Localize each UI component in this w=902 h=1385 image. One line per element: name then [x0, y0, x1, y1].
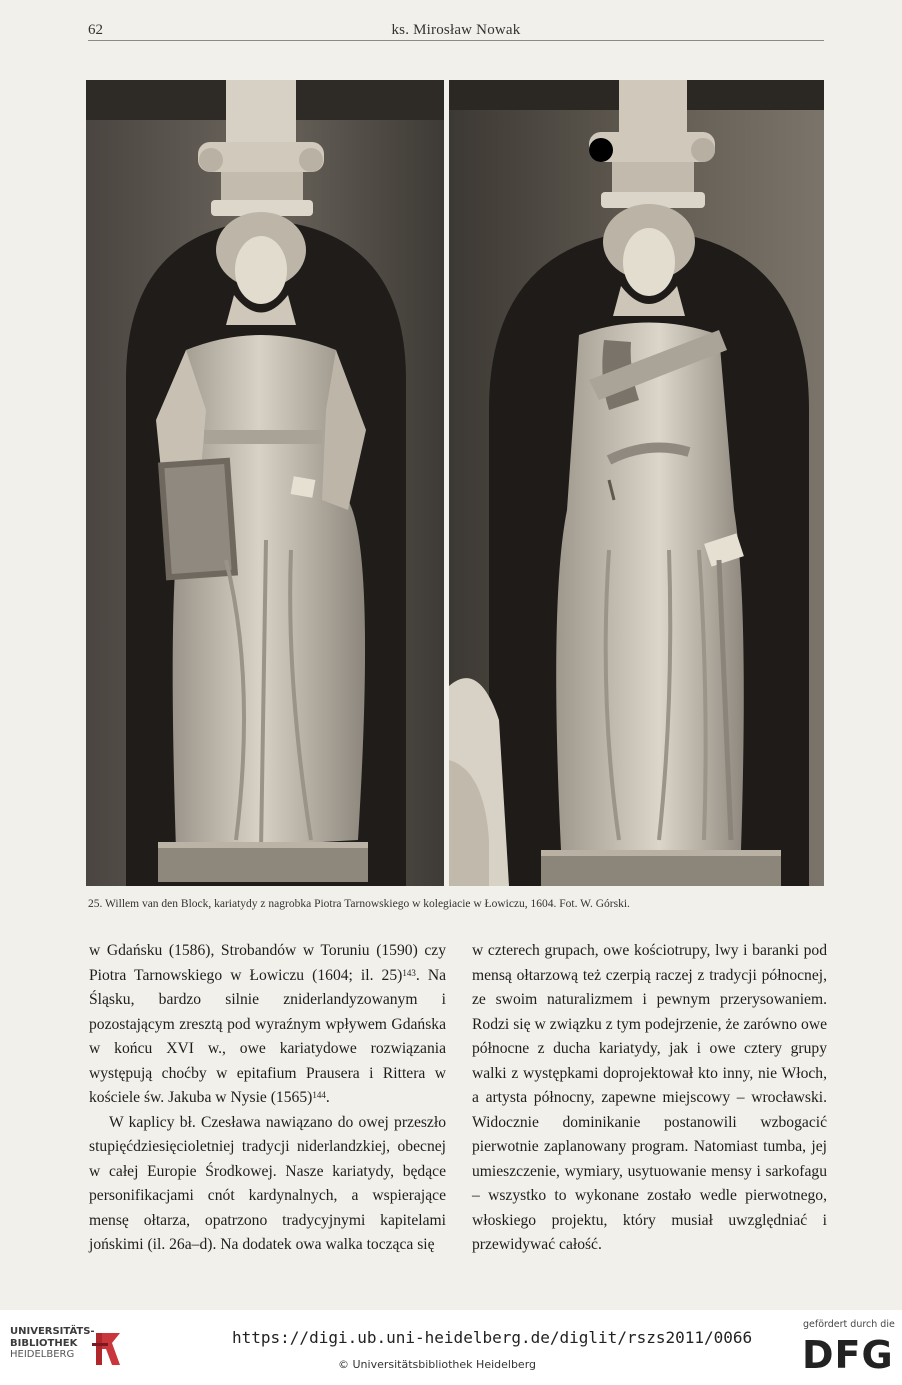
right-caryatid-illustration: [449, 80, 824, 886]
text-run: .: [325, 1089, 330, 1106]
library-line-3: HEIDELBERG: [10, 1349, 75, 1360]
library-logo[interactable]: [10, 1326, 130, 1374]
library-line-2: BIBLIOTHEK: [10, 1337, 78, 1349]
library-line-1: UNIVERSITÄTS-: [10, 1326, 95, 1337]
text-run: w Gdańsku (1586), Strobandów w Toruniu (1590) czy Piotra Tarnowskiego w Łowiczu (1604; il. 25): [89, 942, 446, 984]
text-run: . Na Śląsku, bardzo silnie zniderlandyzowanym i pozostającym zresztą pod wyraźnym wpływem Gdańska w końcu XVI w., owe kariatydowe rozwiązania występują choćby w epitafium Prausera i Rittera w kościele św. Jakuba w Nysie (1565): [89, 966, 447, 1106]
right-text-column: [472, 939, 827, 1258]
page-number: 62: [88, 22, 103, 38]
left-caryatid-illustration: [86, 80, 444, 886]
footer: [0, 1310, 902, 1385]
running-title: ks. Mirosław Nowak: [391, 22, 521, 38]
left-caryatid-photo: [86, 80, 444, 886]
library-mark-icon: [90, 1329, 130, 1369]
figure-caption: 25. Willem van den Block, kariatydy z nagrobka Piotra Tarnowskiego w kolegiacie w Łowiczu, 1604. Fot. W. Górski.: [88, 898, 630, 910]
paragraph: w czterech grupach, owe kościotrupy, lwy i baranki pod mensą ołtarzową też czerpią raczej z tradycji północnej, ze swoim naturalizmem i pewnym przerysowaniem. Rodzi się w związku z tym podejrzenie, że zarówno owe północne z ducha kariatydy, jak i owe cztery grupy walki z występkami doprojektował kto inny, nie Włoch, a artysta północny, zapewne miejscowy – wrocławski. Widocznie dominikanie postanowili wzbogacić pierwotnie zaplanowany program. Natomiast tumba, jej umieszczenie, wymiary, usytuowanie mensy i sarkofagu – wszystko to wykonane zostało wedle pierwotnego, włoskiego projektu, który musiał uwzględniać i przewidywać całość.: [472, 942, 827, 1253]
footnote-ref-143[interactable]: 143: [402, 967, 416, 978]
funding-label: gefördert durch die: [803, 1319, 895, 1330]
paragraph: [89, 939, 446, 1111]
figure-25: [86, 80, 824, 886]
page-header: [88, 22, 824, 42]
footnote-ref-144[interactable]: 144: [312, 1090, 326, 1100]
right-caryatid-photo: [449, 80, 824, 886]
library-name: [10, 1326, 95, 1361]
header-divider: [88, 40, 824, 41]
left-text-column: [89, 939, 446, 1258]
copyright-notice: © Universitätsbibliothek Heidelberg: [338, 1358, 537, 1371]
dfg-logo[interactable]: DFG: [802, 1333, 894, 1377]
paragraph: W kaplicy bł. Czesława nawiązano do owej przeszło stupięćdziesięcioletniej tradycji niderlandzkiej, obecnej w całej Europie Środkowej. Nasze kariatydy, będące personifikacjami cnót kardynalnych, a wspierające mensę ołtarza, opatrzono tradycyjnymi kapitelami jońskimi (il. 26a–d). Na dodatek owa walka tocząca się: [89, 1113, 446, 1253]
permalink-url[interactable]: https://digi.ub.uni-heidelberg.de/diglit/rszs2011/0066: [232, 1328, 753, 1347]
